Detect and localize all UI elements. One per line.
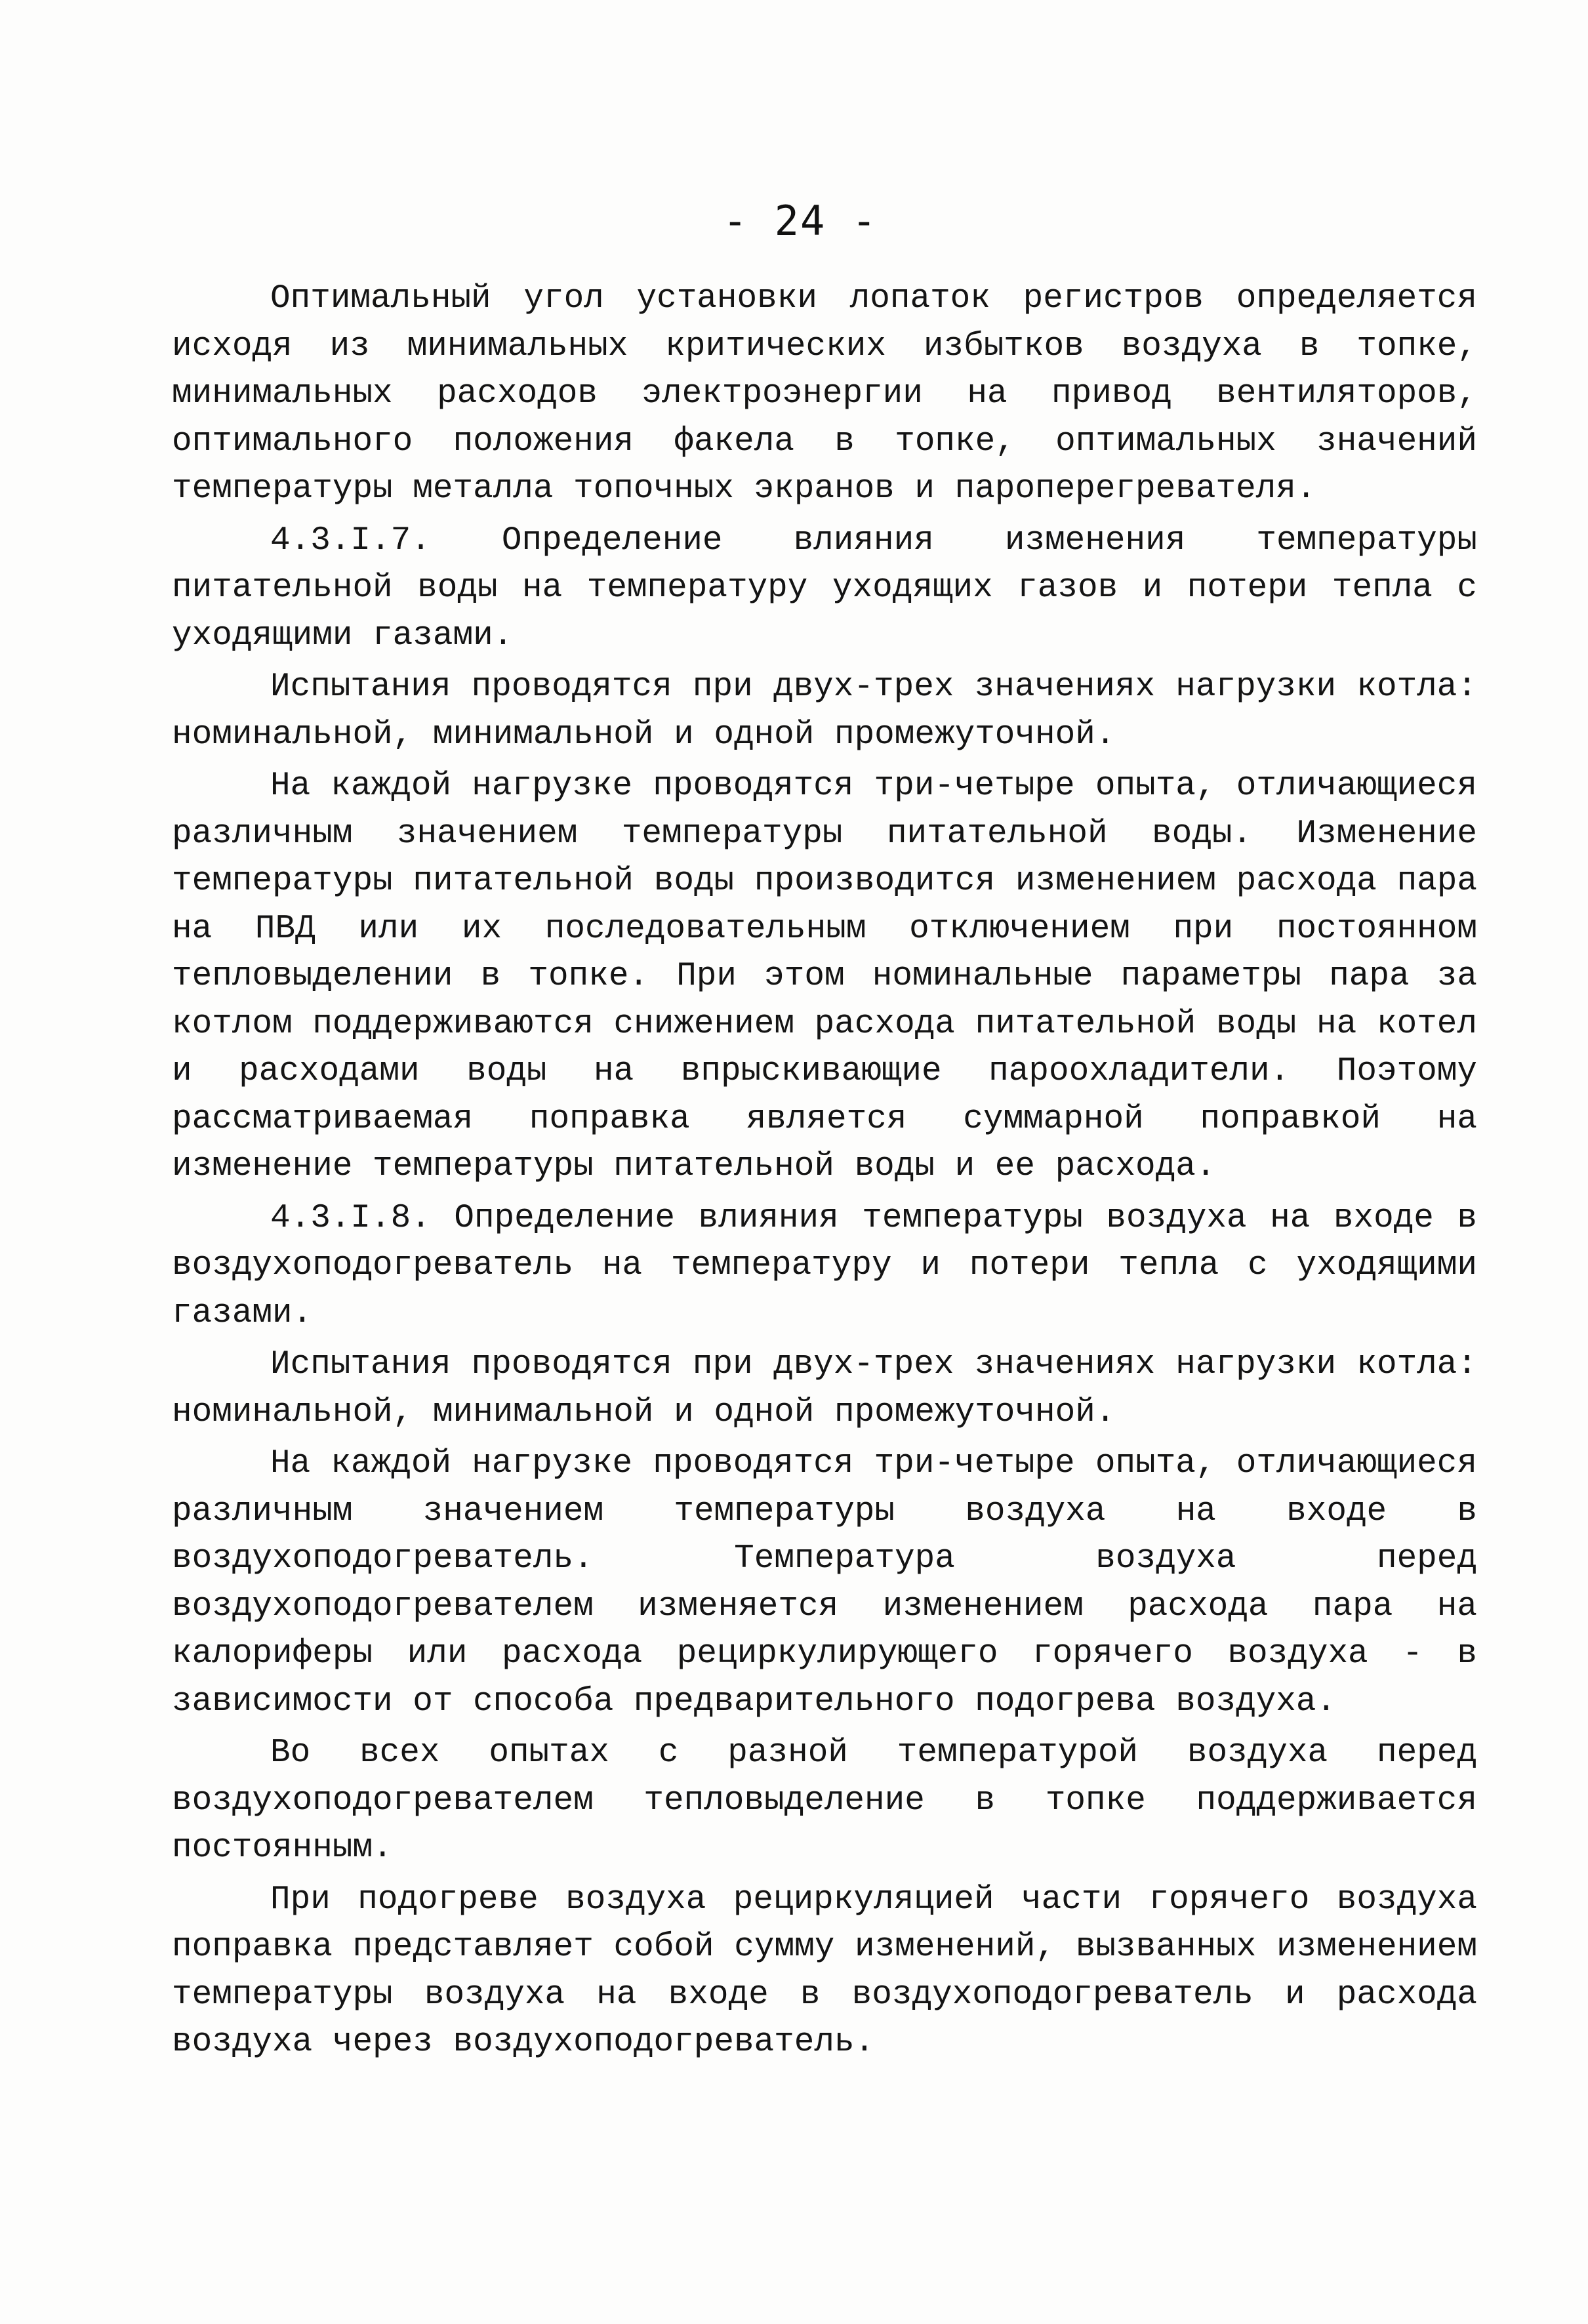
paragraph-optimal-angle: Оптимальный угол установки лопаток регистров определяется исходя из минимальных критических избытков воздуха в топке, минимальных расходов электроэнергии на привод вентиляторов, оптимального положения факела в топке, оптимальных значений температуры металла топочных экранов и пароперегревателя. bbox=[172, 280, 1477, 508]
paragraph-test-loads-2: Испытания проводятся при двух-трех значениях нагрузки котла: номинальной, минимальной и одной промежуточной. bbox=[172, 1346, 1477, 1431]
paragraph-constant-heat-release: Во всех опытах с разной температурой воздуха перед воздухоподогревателем тепловыделение в топке поддерживается постоянным. bbox=[172, 1734, 1477, 1867]
section-heading-4-3-1-8: 4.3.I.8. Определение влияния температуры воздуха на входе в воздухоподогреватель на температуру и потери тепла с уходящими газами. bbox=[172, 1199, 1477, 1332]
document-body bbox=[172, 275, 1477, 2071]
paragraph-test-loads-1: Испытания проводятся при двух-трех значениях нагрузки котла: номинальной, минимальной и одной промежуточной. bbox=[172, 668, 1477, 754]
section-heading-4-3-1-7: 4.3.I.7. Определение влияния изменения температуры питательной воды на температуру уходящих газов и потери тепла с уходящими газами. bbox=[172, 521, 1477, 655]
page-number: - 24 - bbox=[723, 197, 878, 245]
paragraph-air-temperature-experiments: На каждой нагрузке проводятся три-четыре опыта, отличающиеся различным значением температуры воздуха на входе в воздухоподогреватель. Температура воздуха перед воздухоподогревателем изменяется изменением расхода пара на калориферы или расхода рециркулирующего горячего воздуха - в зависимости от способа предварительного подогрева воздуха. bbox=[172, 1445, 1477, 1721]
paragraph-feedwater-experiments: На каждой нагрузке проводятся три-четыре опыта, отличающиеся различным значением температуры питательной воды. Изменение температуры питательной воды производится изменением расхода пара на ПВД или их последовательным отключением при постоянном тепловыделении в топке. При этом номинальные параметры пара за котлом поддерживаются снижением расхода питательной воды на котел и расходами воды на впрыскивающие пароохладители. Поэтому рассматриваемая поправка является суммарной поправкой на изменение температуры питательной воды и ее расхода. bbox=[172, 767, 1477, 1185]
paragraph-recirculation-correction: При подогреве воздуха рециркуляцией части горячего воздуха поправка представляет собой сумму изменений, вызванных изменением температуры воздуха на входе в воздухоподогреватель и расхода воздуха через воздухоподогреватель. bbox=[172, 1881, 1477, 2061]
